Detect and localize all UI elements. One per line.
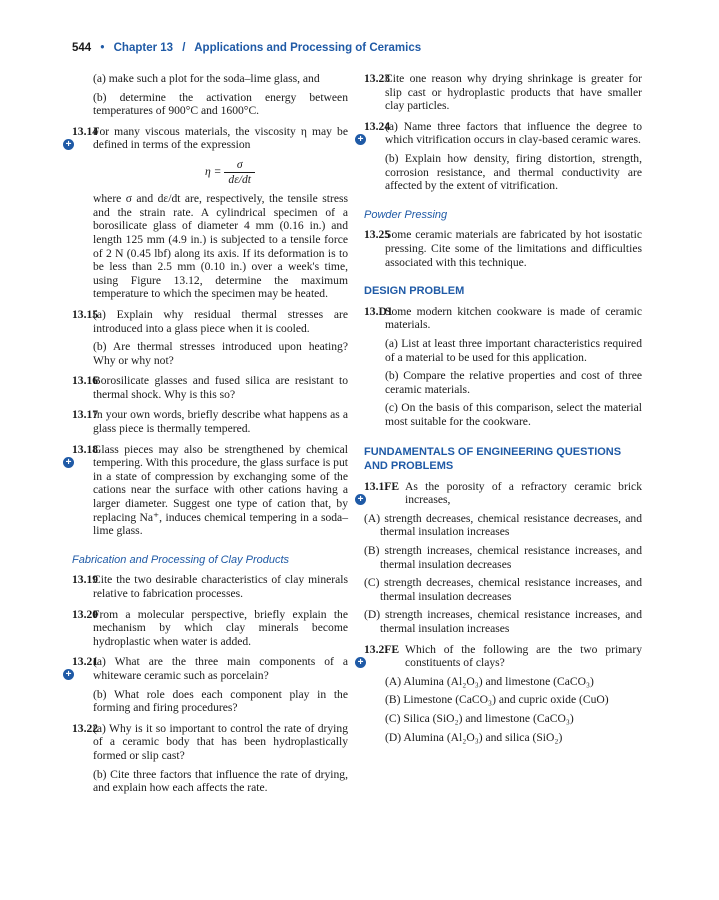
q13-13-a: (a) make such a plot for the soda–lime glass, and [93, 72, 320, 85]
running-header [72, 42, 421, 54]
question-text: Glass pieces may also be strengthened by chemical tempering. With this procedure, the glass surface is put in a state of compression by exchanging some of the cations near the surface with other cations having a larger diameter. Suggest one type of cation that, by replacing Na⁺, induces chemical tempering in a soda–lime glass. [93, 442, 348, 538]
section-heading-fe: FUNDAMENTALS OF ENGINEERING QUESTIONS AND PROBLEMS [364, 446, 622, 473]
question-part-c: (c) On the basis of this comparison, select the material most suitable for the cookware. [385, 401, 642, 428]
section-heading-design: DESIGN PROBLEM [364, 285, 465, 298]
section-heading-clay: Fabrication and Processing of Clay Products [72, 553, 290, 566]
plus-icon[interactable]: + [355, 657, 366, 668]
question-number: 13.17 [72, 408, 99, 422]
question-13-24 [357, 119, 642, 147]
question-number: 13.21 [72, 655, 99, 669]
question-number: 13.14 [72, 124, 99, 138]
option-a: (A) strength decreases, chemical resistance decreases, and thermal insulation increases [364, 511, 642, 539]
equation-numerator: σ [224, 158, 255, 173]
question-number: 13.15 [72, 307, 99, 321]
question-number: 13.19 [72, 573, 99, 587]
question-text: Some modern kitchen cookware is made of ceramic materials. [385, 304, 642, 332]
question-number: 13.24 [364, 119, 391, 133]
question-number: 13.D1 [364, 304, 393, 318]
question-13-18 [65, 442, 348, 538]
header-separator: / [182, 42, 186, 54]
question-number: 13.20 [72, 607, 99, 621]
question-13-17 [72, 408, 348, 435]
question-13-23 [364, 72, 642, 113]
q13-13-b: (b) determine the activation energy between temperatures of 900°C and 1600°C. [93, 90, 348, 118]
question-part-a: (a) Name three factors that influence the degree to which vitrification occurs in clay-based ceramic wares. [385, 119, 642, 147]
right-column [357, 72, 642, 744]
question-part-a: (a) List at least three important characteristics required of a material to be used for this application. [385, 336, 642, 364]
header-bullet: • [100, 42, 105, 54]
question-text: From a molecular perspective, briefly explain the mechanism by which clay minerals become hydroplastic when water is added. [93, 607, 348, 648]
question-13-15 [72, 308, 348, 335]
question-13-16 [72, 374, 348, 401]
plus-icon[interactable]: + [63, 457, 74, 468]
question-text: As the porosity of a refractory ceramic brick increases, [405, 479, 642, 507]
question-number: 13.23 [364, 72, 391, 85]
question-number: 13.2FE [364, 642, 400, 656]
question-part-a: (a) What are the three main components of a whiteware ceramic such as porcelain? [93, 655, 348, 682]
question-13-14 [65, 124, 348, 152]
question-part-b: (b) Are thermal stresses introduced upon heating? Why or why not? [93, 340, 348, 367]
equation-fraction [224, 158, 255, 186]
chapter-label: Chapter 13 [113, 42, 174, 54]
question-text-continued: where σ and dε/dt are, respectively, the tensile stress and the strain rate. A cylindrical specimen of a borosilicate glass of diameter 4 mm (0.16 in.) and length 125 mm (4.9 in.) is subjected to a tensile force of 2 N (0.45 lbf) along its axis. If its deformation is to be less than 2.5 mm (0.10 in.) over a week's time, using Figure 13.12, determine the maximum temperature to which the specimen may be heated. [93, 192, 348, 301]
equation-lhs: η = [205, 164, 222, 178]
question-part-a: (a) Why is it so important to control the rate of drying of a ceramic body that has been hydroplastically formed or slip cast? [93, 721, 348, 762]
question-number: 13.22 [72, 721, 99, 735]
option-b: (B) strength increases, chemical resistance increases, and thermal insulation decreases [364, 544, 642, 571]
question-part-b: (b) What role does each component play in the forming and firing procedures? [93, 687, 348, 715]
question-13-d1 [364, 305, 642, 332]
question-part-b: (b) Compare the relative properties and cost of three ceramic materials. [385, 369, 642, 396]
question-13-20 [72, 608, 348, 649]
question-number: 13.18 [72, 442, 99, 456]
question-part-b: (b) Cite three factors that influence the rate of drying, and explain how each affects the rate. [93, 767, 348, 795]
question-text: Cite the two desirable characteristics of clay minerals relative to fabrication processes. [93, 573, 348, 600]
question-number: 13.25 [364, 228, 391, 242]
option-d: (D) strength increases, chemical resistance increases, and thermal insulation increases [364, 608, 642, 635]
question-text: Which of the following are the two primary constituents of clays? [405, 642, 642, 670]
section-heading-powder: Powder Pressing [364, 208, 448, 221]
option-c: (C) Silica (SiO₂) and limestone (CaCO₃) [385, 711, 574, 725]
question-13-19 [72, 573, 348, 600]
page-number: 544 [72, 42, 92, 54]
option-c: (C) strength decreases, chemical resistance increases, and thermal insulation decreases [364, 576, 642, 603]
chapter-title: Applications and Processing of Ceramics [194, 42, 422, 54]
left-column [65, 72, 348, 795]
question-13-22 [72, 722, 348, 763]
question-13-2fe [357, 642, 642, 670]
question-text: Borosilicate glasses and fused silica are resistant to thermal shock. Why is this so? [93, 374, 348, 401]
plus-icon[interactable]: + [63, 669, 74, 680]
question-part-a: (a) Explain why residual thermal stresses are introduced into a glass piece when it is cooled. [93, 307, 348, 335]
option-a: (A) Alumina (Al₂O₃) and limestone (CaCO₃) [385, 674, 594, 688]
question-13-1fe [357, 479, 642, 507]
plus-icon[interactable]: + [355, 134, 366, 145]
equation-denominator: dε/dt [228, 172, 251, 186]
question-text: Cite one reason why drying shrinkage is greater for slip cast or hydroplastic products that have smaller clay particles. [385, 72, 642, 113]
question-13-21 [65, 655, 348, 682]
question-number: 13.1FE [364, 479, 400, 493]
option-d: (D) Alumina (Al₂O₃) and silica (SiO₂) [385, 730, 563, 744]
viscosity-equation [72, 158, 348, 186]
question-text: In your own words, briefly describe what happens as a glass piece is thermally tempered. [93, 408, 348, 436]
option-b: (B) Limestone (CaCO₃) and cupric oxide (CuO) [385, 693, 609, 707]
question-text: For many viscous materials, the viscosity η may be defined in terms of the expression [93, 124, 348, 152]
question-number: 13.16 [72, 374, 99, 388]
question-text: Some ceramic materials are fabricated by hot isostatic pressing. Cite some of the limitations and difficulties associated with this technique. [385, 228, 642, 269]
question-13-25 [364, 228, 642, 269]
plus-icon[interactable]: + [355, 494, 366, 505]
plus-icon[interactable]: + [63, 139, 74, 150]
question-part-b: (b) Explain how density, firing distortion, strength, corrosion resistance, and thermal conductivity are affected by the extent of vitrification. [385, 151, 642, 193]
